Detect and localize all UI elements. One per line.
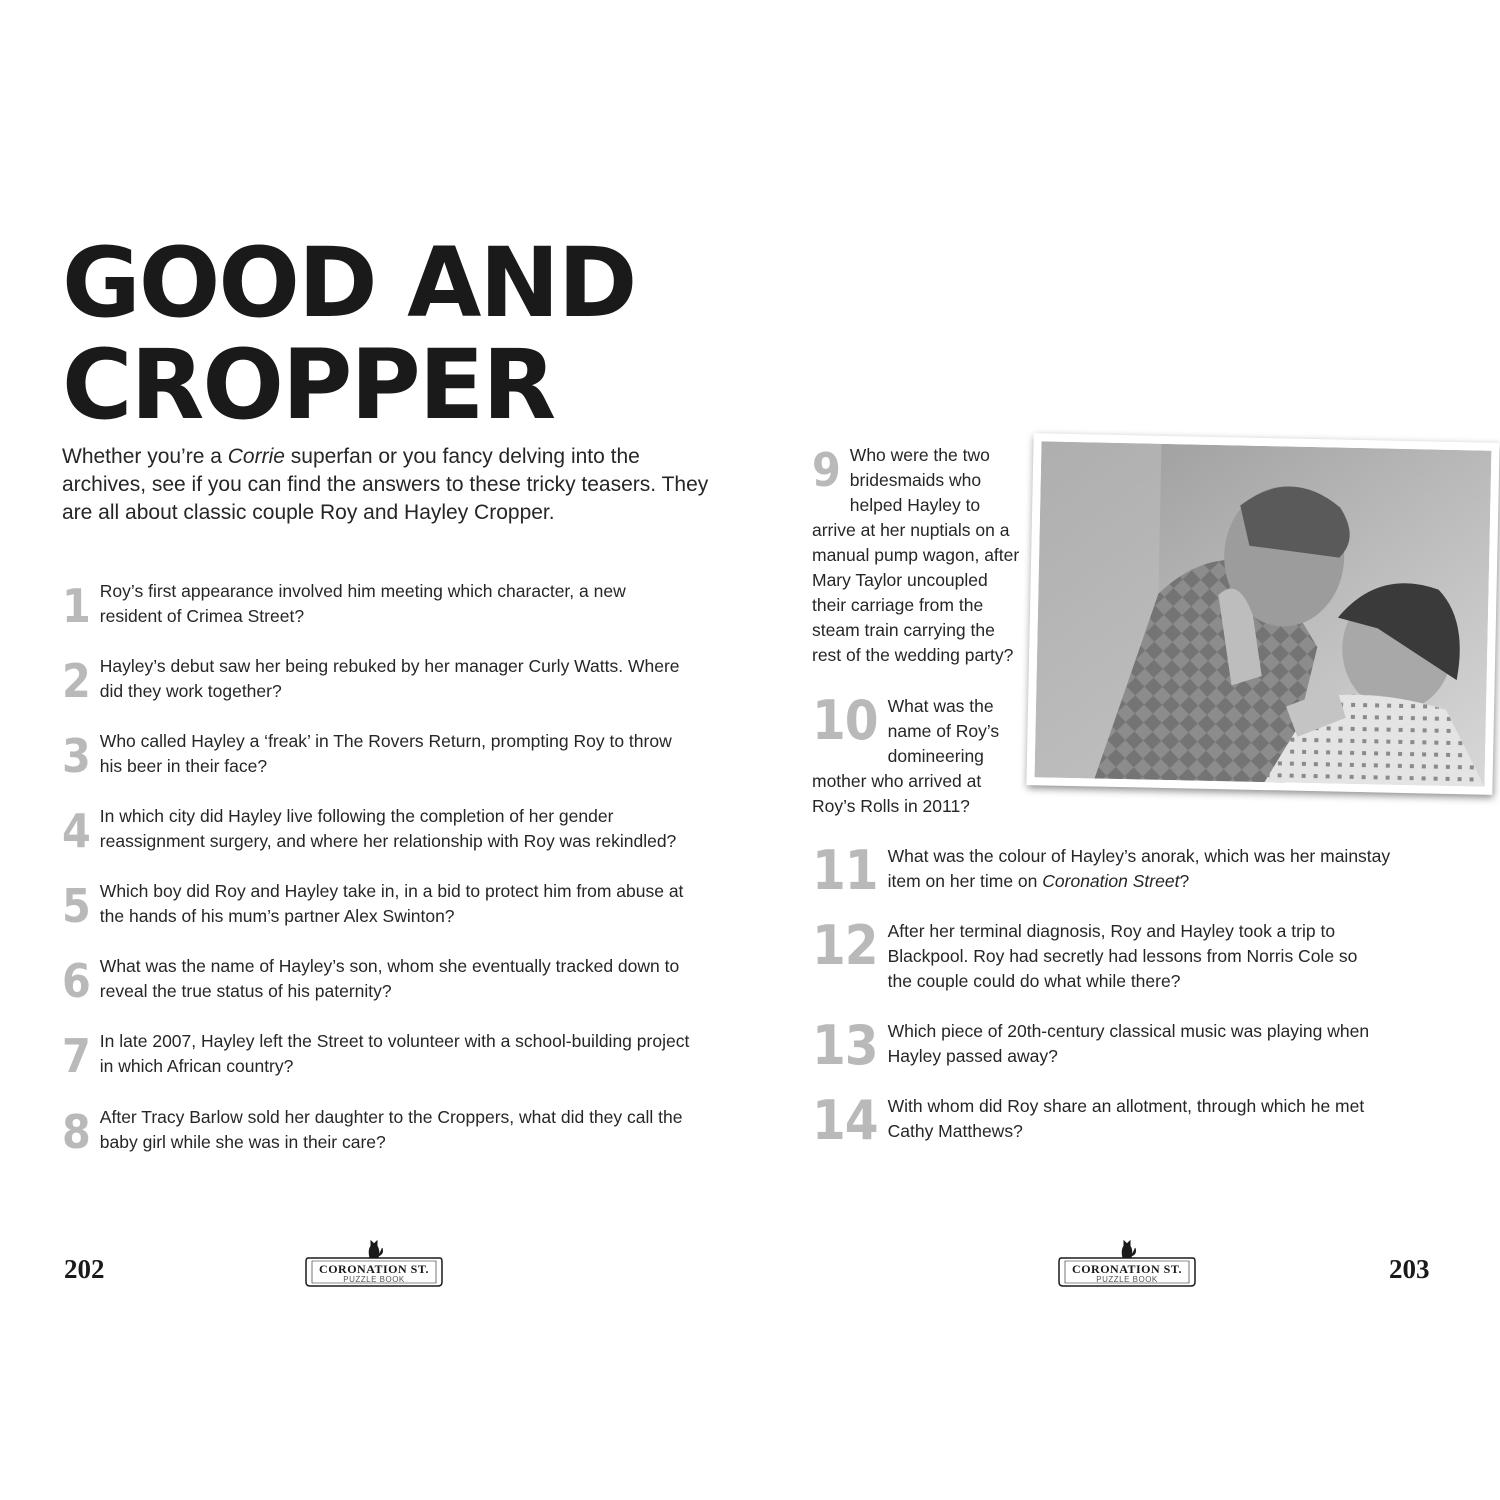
question-number: 5 [62, 879, 90, 933]
page-title [62, 227, 636, 441]
question-4 [62, 804, 692, 856]
question-2 [62, 654, 692, 706]
question-text-italic: Coronation Street [1042, 871, 1180, 891]
question-text: In which city did Hayley live following the completion of her gender reassignment surgery, and where her relationship with Roy was rekindled? [99, 806, 677, 851]
cat-icon [369, 1241, 382, 1258]
question-7 [62, 1029, 692, 1081]
question-11 [812, 839, 1412, 902]
question-number: 3 [62, 729, 90, 783]
question-text: In late 2007, Hayley left the Street to volunteer with a school-building project in which African country? [99, 1031, 690, 1076]
logo-subtitle: PUZZLE BOOK [1096, 1275, 1158, 1284]
coronation-street-logo-left [304, 1232, 444, 1290]
intro-paragraph [62, 443, 712, 527]
question-number: 11 [812, 839, 878, 902]
question-number: 6 [62, 954, 90, 1008]
intro-italic: Corrie [227, 445, 285, 468]
question-8 [62, 1105, 692, 1157]
logo-title: CORONATION ST. [319, 1262, 429, 1276]
question-number: 14 [812, 1089, 878, 1152]
question-text: Who called Hayley a ‘freak’ in The Rovers Return, prompting Roy to throw his beer in their face? [99, 731, 672, 776]
photo-frame [1026, 433, 1499, 795]
question-number: 9 [812, 443, 840, 497]
question-14 [812, 1089, 1412, 1152]
photo-couple-kissing-icon [1035, 441, 1492, 786]
question-10 [812, 689, 1020, 819]
intro-text-2: superfan or you fancy delving into the archives, see if you can find the answers to these tricky teasers. They are all about classic couple Roy and Hayley Cropper. [62, 445, 709, 524]
question-text: After her terminal diagnosis, Roy and Hayley took a trip to Blackpool. Roy had secretly had lessons from Norris Cole so the couple could do what while there? [887, 921, 1358, 991]
question-text: What was the name of Roy’s domineering mother who arrived at Roy’s Rolls in 2011? [812, 696, 1000, 816]
question-text: Roy’s first appearance involved him meeting which character, a new resident of Crimea Street? [99, 581, 626, 626]
question-text: Which piece of 20th-century classical music was playing when Hayley passed away? [887, 1021, 1370, 1066]
question-text: Who were the two bridesmaids who helped Hayley to arrive at her nuptials on a manual pump wagon, after Mary Taylor uncoupled their carriage from the steam train carrying the rest of the wedding party? [812, 445, 1020, 665]
question-12 [812, 914, 1372, 994]
coronation-street-logo-right [1057, 1232, 1197, 1290]
title-line-2: CROPPER [62, 329, 555, 441]
question-number: 1 [62, 579, 90, 633]
question-1 [62, 579, 692, 631]
question-number: 12 [812, 914, 878, 977]
question-text: After Tracy Barlow sold her daughter to the Croppers, what did they call the baby girl while she was in their care? [99, 1107, 683, 1152]
question-text-part: What was the colour of Hayley’s anorak, which was her mainstay item on her time on [887, 846, 1391, 891]
logo-subtitle: PUZZLE BOOK [343, 1275, 405, 1284]
question-number: 10 [812, 689, 878, 752]
question-text: With whom did Roy share an allotment, through which he met Cathy Matthews? [887, 1096, 1365, 1141]
title-line-1: GOOD AND [62, 227, 636, 339]
question-text: What was the name of Hayley’s son, whom she eventually tracked down to reveal the true status of his paternity? [99, 956, 680, 1001]
question-3 [62, 729, 692, 781]
question-number: 8 [62, 1105, 90, 1159]
question-text-part: ? [1179, 871, 1190, 891]
question-6 [62, 954, 692, 1006]
question-number: 2 [62, 654, 90, 708]
question-number: 7 [62, 1029, 90, 1083]
right-page-number: 203 [1389, 1254, 1430, 1284]
left-page-number: 202 [64, 1254, 105, 1284]
question-5 [62, 879, 692, 931]
question-text: Which boy did Roy and Hayley take in, in a bid to protect him from abuse at the hands of his mum’s partner Alex Swinton? [99, 881, 684, 926]
question-number: 4 [62, 804, 90, 858]
question-13 [812, 1014, 1412, 1077]
intro-text-1: Whether you’re a [62, 445, 228, 468]
cat-icon [1122, 1241, 1135, 1258]
question-9 [812, 443, 1020, 668]
question-text [888, 846, 1391, 891]
question-text: Hayley’s debut saw her being rebuked by her manager Curly Watts. Where did they work together? [99, 656, 680, 701]
question-number: 13 [812, 1014, 878, 1077]
logo-title: CORONATION ST. [1072, 1262, 1182, 1276]
